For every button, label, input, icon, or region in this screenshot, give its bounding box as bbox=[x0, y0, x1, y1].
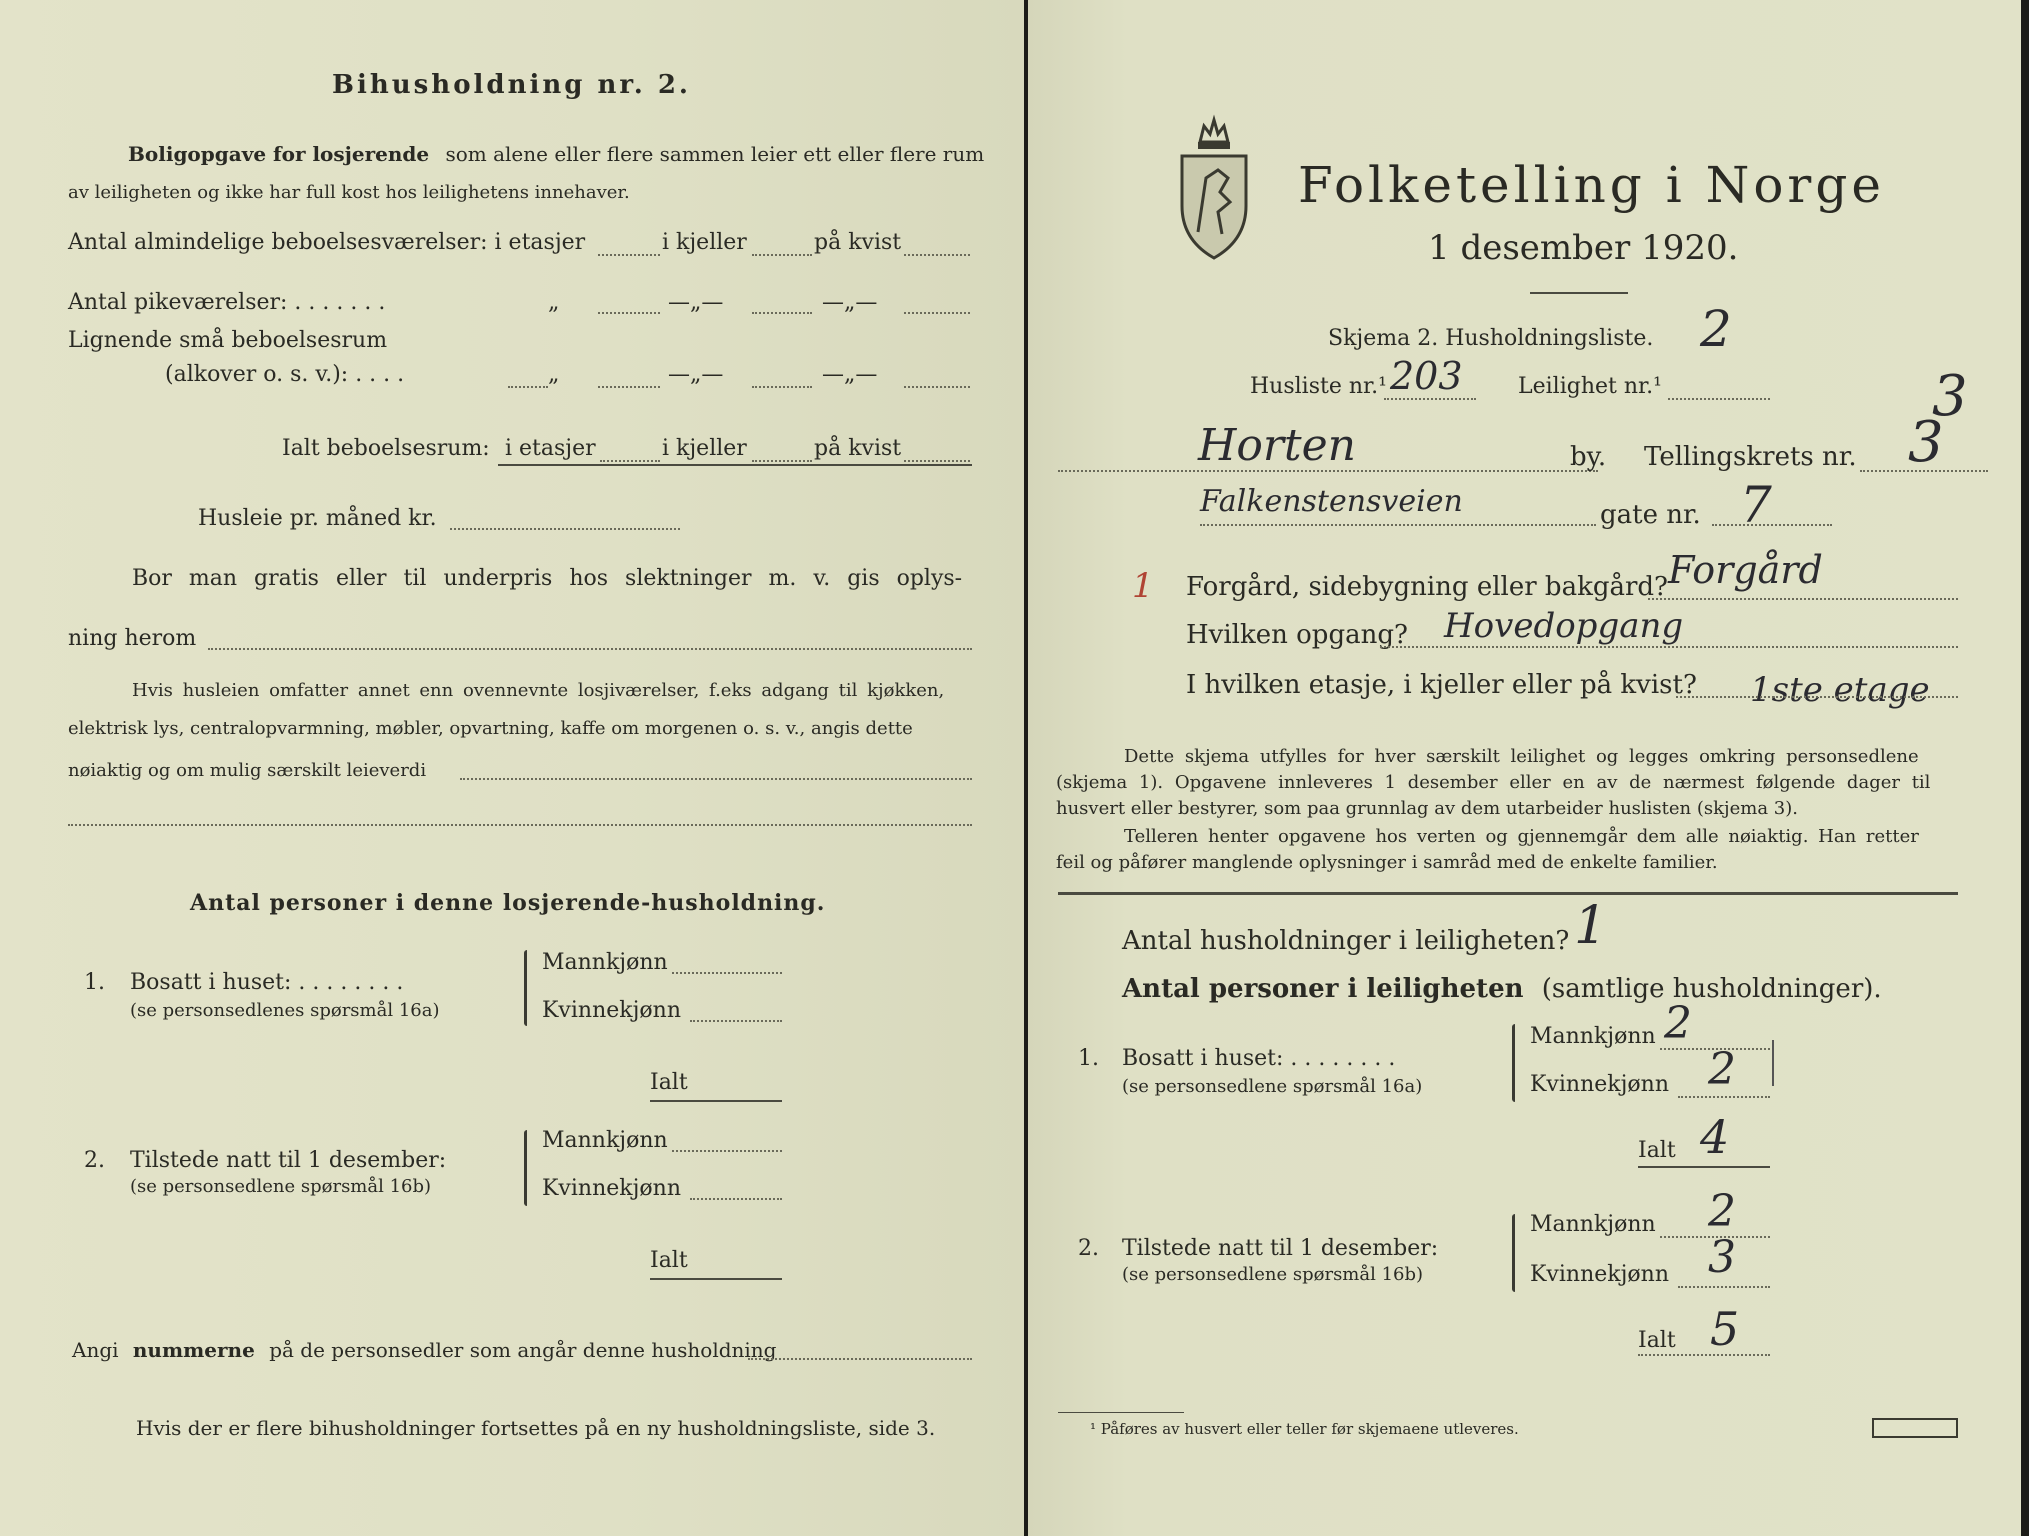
q2-label: Tilstede natt til 1 desember: bbox=[130, 1148, 447, 1173]
field-q1-kvinne[interactable] bbox=[1678, 1096, 1770, 1098]
label-mann: Mannkjønn bbox=[1530, 1024, 1656, 1049]
handwritten-q1-ialt: 4 bbox=[1700, 1110, 1730, 1164]
handwritten-q2-kvinne: 3 bbox=[1708, 1232, 1736, 1283]
q1-sub: (se personsedlenes spørsmål 16a) bbox=[130, 1000, 440, 1021]
label-ialt: Ialt bbox=[1638, 1138, 1676, 1163]
label-mann: Mannkjønn bbox=[542, 1128, 668, 1153]
page-title: Bihusholdning nr. 2. bbox=[332, 70, 691, 100]
text-hvis-husleien: nøiaktig og om mulig særskilt leieverdi bbox=[68, 760, 427, 781]
page-title: Folketelling i Norge bbox=[1298, 156, 1885, 214]
label-forgaard: Forgård, sidebygning eller bakgård? bbox=[1186, 572, 1668, 602]
label-ning-herom: ning herom bbox=[68, 626, 197, 651]
label-i-etasjer: i etasjer bbox=[505, 436, 596, 461]
tick-mark bbox=[1772, 1040, 1774, 1086]
field-gate[interactable] bbox=[1200, 524, 1596, 526]
field-q2-kvinne[interactable] bbox=[1678, 1286, 1770, 1288]
label-tellingskrets: Tellingskrets nr. bbox=[1644, 442, 1857, 472]
handwritten-by: Horten bbox=[1198, 420, 1356, 471]
info-text: (skjema 1). Opgavene innleveres 1 desember eller en av de nærmest følgende dager til bbox=[1056, 772, 1931, 793]
label-paa-kvist: på kvist bbox=[814, 436, 902, 461]
ditto-mark: —„— bbox=[822, 362, 878, 387]
brace bbox=[1512, 1024, 1515, 1102]
field-opgang[interactable] bbox=[1380, 646, 1958, 648]
coat-of-arms-icon bbox=[1174, 112, 1254, 262]
ditto-mark: „ bbox=[548, 362, 560, 387]
section-title: Antal personer i denne losjerende-husholdning. bbox=[190, 890, 826, 916]
divider bbox=[1058, 892, 1958, 895]
field-ialt-kvist[interactable] bbox=[904, 460, 970, 462]
handwritten-tellingskrets: 3 bbox=[1908, 410, 1944, 475]
field-q1-mann[interactable] bbox=[672, 972, 782, 974]
label-ialt-beboelse: Ialt beboelsesrum: bbox=[282, 436, 490, 461]
antal-pers-bold: Antal personer i leiligheten bbox=[1122, 974, 1524, 1004]
page-date: 1 desember 1920. bbox=[1428, 228, 1739, 268]
field-leieverdi[interactable] bbox=[460, 778, 972, 780]
handwritten-q2-ialt: 5 bbox=[1710, 1302, 1740, 1356]
footer-text: Hvis der er flere bihusholdninger fortsettes på en ny husholdningsliste, side 3. bbox=[136, 1416, 936, 1440]
field-q1-ialt[interactable] bbox=[650, 1100, 782, 1102]
q2-sub: (se personsedlene spørsmål 16b) bbox=[130, 1176, 432, 1197]
field-lign-pre[interactable] bbox=[508, 386, 548, 388]
q2-sub: (se personsedlene spørsmål 16b) bbox=[1122, 1264, 1424, 1285]
label-i-kjeller: i kjeller bbox=[662, 230, 747, 255]
rule bbox=[1530, 292, 1628, 294]
q2-number: 2. bbox=[1078, 1236, 1099, 1261]
field-lign-kvist[interactable] bbox=[904, 386, 970, 388]
handwritten-husliste: 203 bbox=[1390, 354, 1463, 398]
label-kvinne: Kvinnekjønn bbox=[542, 1176, 681, 1201]
handwritten-q2-mann: 2 bbox=[1708, 1186, 1736, 1237]
intro-text: som alene eller flere sammen leier ett eller flere rum bbox=[445, 142, 985, 166]
field-q2-ialt[interactable] bbox=[650, 1278, 782, 1280]
label-i-kjeller: i kjeller bbox=[662, 436, 747, 461]
margin-mark: 1 bbox=[1132, 566, 1154, 606]
info-text: feil og påfører manglende oplysninger i samråd med de enkelte familier. bbox=[1056, 852, 1718, 873]
label-by: by. bbox=[1570, 442, 1607, 472]
field-gate-nr[interactable] bbox=[1712, 524, 1832, 526]
ditto-mark: —„— bbox=[668, 362, 724, 387]
field-bor-man[interactable] bbox=[208, 648, 972, 650]
brace bbox=[524, 950, 527, 1026]
label-alkover: (alkover o. s. v.): . . . . bbox=[165, 362, 405, 387]
field-ialt-kjeller[interactable] bbox=[752, 460, 812, 462]
field-q1-ialt[interactable] bbox=[1638, 1166, 1770, 1168]
field-husleie[interactable] bbox=[450, 528, 680, 530]
handwritten-forgaard: Forgård bbox=[1668, 548, 1823, 592]
label-skjema: Skjema 2. Husholdningsliste. bbox=[1328, 326, 1654, 351]
q1-number: 1. bbox=[1078, 1046, 1099, 1071]
field-q2-mann[interactable] bbox=[672, 1150, 782, 1152]
handwritten-q1-kvinne: 2 bbox=[1708, 1044, 1736, 1095]
q1-sub: (se personsedlene spørsmål 16a) bbox=[1122, 1076, 1423, 1097]
label-ialt: Ialt bbox=[1638, 1328, 1676, 1353]
handwritten-antal-hush: 1 bbox=[1574, 896, 1608, 956]
footnote-rule bbox=[1058, 1412, 1184, 1413]
text-hvis-husleien: Hvis husleien omfatter annet enn ovennevnte losjiværelser, f.eks adgang til kjøkken, bbox=[132, 680, 945, 701]
field-forgaard[interactable] bbox=[1648, 598, 1958, 600]
brace bbox=[1512, 1214, 1515, 1292]
handwritten-gate: Falkenstensveien bbox=[1200, 484, 1463, 519]
brace bbox=[524, 1130, 527, 1206]
label-pike: Antal pikeværelser: . . . . . . . bbox=[68, 290, 386, 315]
q2-label: Tilstede natt til 1 desember: bbox=[1122, 1236, 1439, 1261]
angi-bold: nummerne bbox=[132, 1338, 255, 1362]
label-mann: Mannkjønn bbox=[542, 950, 668, 975]
label-kvinne: Kvinnekjønn bbox=[542, 998, 681, 1023]
field-leieverdi-2[interactable] bbox=[68, 824, 972, 826]
field-q2-kvinne[interactable] bbox=[690, 1198, 782, 1200]
label-kvinne: Kvinnekjønn bbox=[1530, 1072, 1669, 1097]
field-ialt-etasjer[interactable] bbox=[600, 460, 660, 462]
angi-post: på de personsedler som angår denne husholdning bbox=[269, 1338, 777, 1362]
right-page bbox=[1028, 0, 2021, 1536]
label-ialt: Ialt bbox=[650, 1070, 688, 1095]
field-by[interactable] bbox=[1058, 470, 1598, 472]
field-etasje[interactable] bbox=[1676, 696, 1958, 698]
label-etasje: I hvilken etasje, i kjeller eller på kvist? bbox=[1186, 670, 1697, 700]
field-nummerne[interactable] bbox=[748, 1358, 972, 1360]
info-text: Dette skjema utfylles for hver særskilt leilighet og legges omkring personsedlene bbox=[1124, 746, 1919, 767]
label-antal-hush: Antal husholdninger i leiligheten? bbox=[1122, 926, 1570, 956]
antal-pers-rest: (samtlige husholdninger). bbox=[1541, 974, 1882, 1004]
field-alm-kjeller[interactable] bbox=[752, 254, 812, 256]
ditto-mark: —„— bbox=[822, 290, 878, 315]
label-husliste: Husliste nr.¹ bbox=[1250, 374, 1387, 399]
label-ialt: Ialt bbox=[650, 1248, 688, 1273]
label-gate-nr: gate nr. bbox=[1600, 500, 1701, 530]
label-leilighet: Leilighet nr.¹ bbox=[1518, 374, 1662, 399]
label-husleie: Husleie pr. måned kr. bbox=[198, 506, 437, 531]
q2-number: 2. bbox=[84, 1148, 105, 1173]
rule bbox=[498, 464, 972, 466]
q1-label: Bosatt i huset: . . . . . . . . bbox=[1122, 1046, 1396, 1071]
handwritten-leilighet: 3 bbox=[1932, 364, 1968, 429]
field-lign-etasjer[interactable] bbox=[598, 386, 660, 388]
handwritten-etasje: 1ste etage bbox=[1750, 670, 1930, 710]
info-text: husvert eller bestyrer, som paa grunnlag av dem utarbeider huslisten (skjema 3). bbox=[1056, 798, 1798, 819]
handwritten-opgang: Hovedopgang bbox=[1444, 606, 1684, 646]
field-alm-etasjer[interactable] bbox=[598, 254, 660, 256]
label-paa-kvist: på kvist bbox=[814, 230, 902, 255]
field-pike-kvist[interactable] bbox=[904, 312, 970, 314]
label-kvinne: Kvinnekjønn bbox=[1530, 1262, 1669, 1287]
intro-bold: Boligopgave for losjerende bbox=[128, 142, 430, 166]
label-antal-alm: Antal almindelige beboelsesværelser: i etasjer bbox=[68, 230, 586, 255]
field-pike-kjeller[interactable] bbox=[752, 312, 812, 314]
intro-text-2: av leiligheten og ikke har full kost hos leilighetens innehaver. bbox=[68, 182, 630, 203]
field-alm-kvist[interactable] bbox=[904, 254, 970, 256]
angi-pre: Angi bbox=[72, 1338, 119, 1362]
label-lignende: Lignende små beboelsesrum bbox=[68, 328, 388, 353]
field-pike-etasjer[interactable] bbox=[598, 312, 660, 314]
field-husliste[interactable] bbox=[1384, 398, 1476, 400]
ditto-mark: „ bbox=[548, 290, 560, 315]
ditto-mark: —„— bbox=[668, 290, 724, 315]
text-hvis-husleien: elektrisk lys, centralopvarmning, møbler, opvartning, kaffe om morgenen o. s. v., angis dette bbox=[68, 718, 913, 739]
label-mann: Mannkjønn bbox=[1530, 1212, 1656, 1237]
handwritten-gate-nr: 7 bbox=[1740, 476, 1772, 534]
field-leilighet[interactable] bbox=[1668, 398, 1770, 400]
label-opgang: Hvilken opgang? bbox=[1186, 620, 1408, 650]
handwritten-skjema: 2 bbox=[1700, 300, 1732, 358]
q1-label: Bosatt i huset: . . . . . . . . bbox=[130, 970, 404, 995]
info-text: Telleren henter opgavene hos verten og gjennemgår dem alle nøiaktig. Han retter bbox=[1124, 826, 1919, 847]
field-q2-ialt[interactable] bbox=[1638, 1354, 1770, 1356]
footnote: ¹ Påføres av husvert eller teller før skjemaene utleveres. bbox=[1090, 1420, 1519, 1438]
field-lign-kjeller[interactable] bbox=[752, 386, 812, 388]
field-q1-kvinne[interactable] bbox=[690, 1020, 782, 1022]
label-bor-man: Bor man gratis eller til underpris hos slektninger m. v. gis oplys- bbox=[132, 566, 963, 591]
q1-number: 1. bbox=[84, 970, 105, 995]
handwritten-q1-mann: 2 bbox=[1664, 998, 1692, 1049]
printer-mark-icon bbox=[1872, 1418, 1958, 1438]
